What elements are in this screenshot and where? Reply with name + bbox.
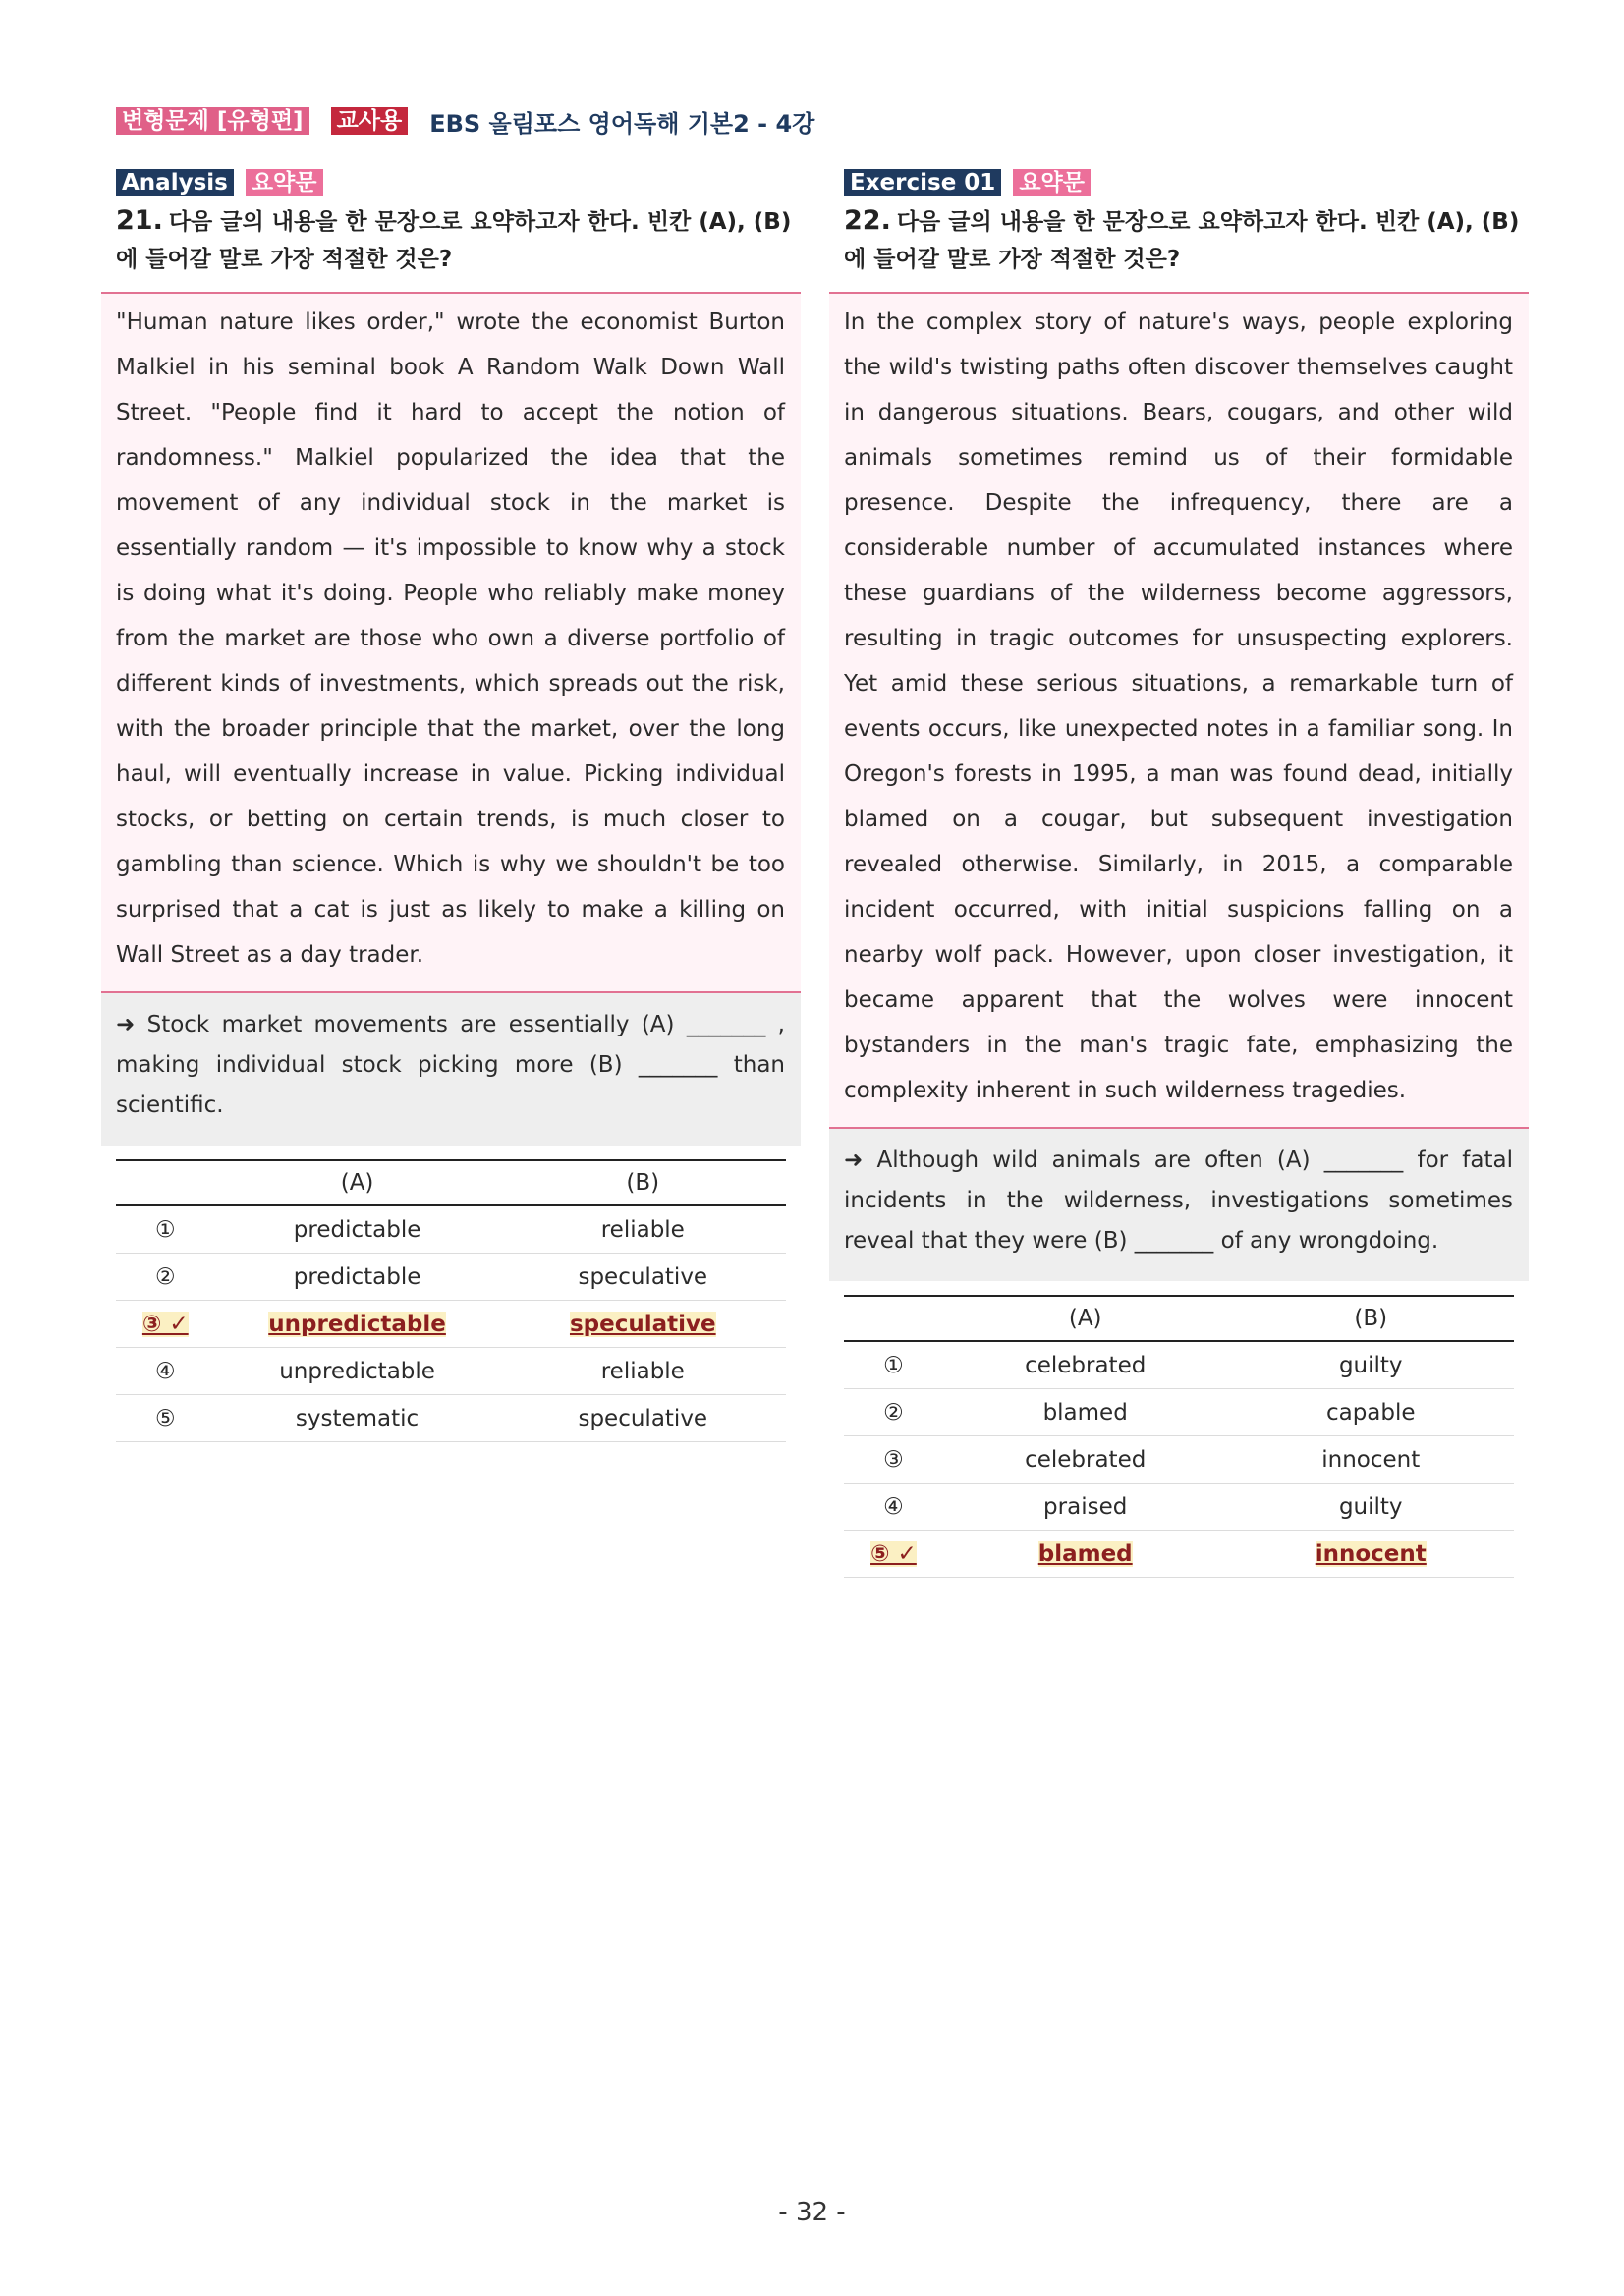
answer-choices-table	[116, 1159, 786, 1442]
choice-b: speculative	[569, 1311, 716, 1337]
document-header	[116, 104, 814, 138]
choice-b: guilty	[1228, 1484, 1514, 1531]
choice-b: reliable	[500, 1205, 786, 1254]
choice-number: ③	[844, 1436, 943, 1484]
passage: "Human nature likes order," wrote the economist Burton Malkiel in his seminal book A Random Walk Down Wall Street. "People find it hard to accept the notion of randomness." Malkiel popularized the idea that the movement of any individual stock in the market is essentially random — it's impossible to know why a stock is doing what it's doing. People who reliably make money from the market are those who own a diverse portfolio of different kinds of investments, which spreads out the risk, with the broader principle that the market, over the long haul, will eventually increase in value. Picking individual stocks, or betting on certain trends, is much closer to gambling than science. Which is why we shouldn't be too surprised that a cat is just as likely to make a killing on Wall Street as a day trader.	[101, 292, 801, 993]
column-header-number	[116, 1160, 215, 1205]
variant-type-tag: 변형문제 [유형편]	[116, 107, 309, 135]
table-header-row	[844, 1296, 1514, 1341]
column-header-a: (A)	[943, 1296, 1228, 1341]
choice-a: unpredictable	[215, 1348, 500, 1395]
choice-b: speculative	[500, 1395, 786, 1442]
document-title: EBS 올림포스 영어독해 기본2 - 4강	[429, 109, 815, 138]
answer-choices-table	[844, 1295, 1514, 1578]
choice-a: systematic	[215, 1395, 500, 1442]
section-tags	[116, 169, 801, 196]
choice-number: ④	[116, 1348, 215, 1395]
choice-a: celebrated	[943, 1436, 1228, 1484]
summary-sentence: ➜ Stock market movements are essentially (A) _______ , making individual stock picking more (B) _______ than scientific.	[101, 993, 801, 1146]
question-text: 다음 글의 내용을 한 문장으로 요약하고자 한다. 빈칸 (A), (B)에 들어갈 말로 가장 적절한 것은?	[844, 209, 1520, 272]
page-number: - 32 -	[778, 2198, 846, 2227]
section-tag: Exercise 01	[844, 169, 1001, 196]
choice-row[interactable]	[116, 1205, 786, 1254]
correct-choice-row[interactable]	[844, 1531, 1514, 1578]
choice-number: ③ ✓	[141, 1311, 189, 1337]
choice-a: blamed	[1037, 1540, 1133, 1567]
choice-row[interactable]	[844, 1484, 1514, 1531]
question-number: 21.	[116, 205, 163, 236]
choice-b: innocent	[1228, 1436, 1514, 1484]
choice-row[interactable]	[116, 1395, 786, 1442]
choice-b: reliable	[500, 1348, 786, 1395]
choice-a: predictable	[215, 1205, 500, 1254]
column-header-number	[844, 1296, 943, 1341]
choice-number: ①	[116, 1205, 215, 1254]
type-tag: 요약문	[1013, 169, 1091, 196]
choice-number: ②	[116, 1254, 215, 1301]
choice-number: ⑤	[116, 1395, 215, 1442]
choice-b: innocent	[1315, 1540, 1427, 1567]
choice-b: guilty	[1228, 1341, 1514, 1389]
correct-choice-row[interactable]	[116, 1301, 786, 1348]
choice-a: blamed	[943, 1389, 1228, 1436]
choice-row[interactable]	[116, 1348, 786, 1395]
question-text: 다음 글의 내용을 한 문장으로 요약하고자 한다. 빈칸 (A), (B)에 들어갈 말로 가장 적절한 것은?	[116, 209, 792, 272]
choice-row[interactable]	[844, 1389, 1514, 1436]
section-tag: Analysis	[116, 169, 234, 196]
column-header-a: (A)	[215, 1160, 500, 1205]
summary-sentence: ➜ Although wild animals are often (A) _______ for fatal incidents in the wilderness, investigations sometimes reveal that they were (B) _______ of any wrongdoing.	[829, 1129, 1529, 1281]
choice-a: praised	[943, 1484, 1228, 1531]
question-heading	[844, 202, 1529, 278]
table-header-row	[116, 1160, 786, 1205]
question-number: 22.	[844, 205, 891, 236]
choice-a: celebrated	[943, 1341, 1228, 1389]
choice-number: ①	[844, 1341, 943, 1389]
choice-number: ②	[844, 1389, 943, 1436]
column-header-b: (B)	[1228, 1296, 1514, 1341]
choice-a: predictable	[215, 1254, 500, 1301]
teacher-tag: 교사용	[331, 107, 409, 135]
question-22	[829, 169, 1529, 1578]
choice-b: speculative	[500, 1254, 786, 1301]
section-tags	[844, 169, 1529, 196]
question-heading	[116, 202, 801, 278]
question-21	[101, 169, 801, 1442]
choice-number: ④	[844, 1484, 943, 1531]
type-tag: 요약문	[246, 169, 323, 196]
column-header-b: (B)	[500, 1160, 786, 1205]
choice-row[interactable]	[116, 1254, 786, 1301]
choice-row[interactable]	[844, 1341, 1514, 1389]
choice-a: unpredictable	[268, 1311, 446, 1337]
choice-number: ⑤ ✓	[870, 1540, 917, 1567]
passage: In the complex story of nature's ways, people exploring the wild's twisting paths often discover themselves caught in dangerous situations. Bears, cougars, and other wild animals sometimes remind us of their formidable presence. Despite the infrequency, there are a considerable number of accumulated instances where these guardians of the wilderness become aggressors, resulting in tragic outcomes for unsuspecting explorers. Yet amid these serious situations, a remarkable turn of events occurs, like unexpected notes in a familiar song. In Oregon's forests in 1995, a man was found dead, initially blamed on a cougar, but subsequent investigation revealed otherwise. Similarly, in 2015, a comparable incident occurred, with initial suspicions falling on a nearby wolf pack. However, upon closer investigation, it became apparent that the wolves were innocent bystanders in the man's tragic fate, emphasizing the complexity inherent in such wilderness tragedies.	[829, 292, 1529, 1129]
choice-b: capable	[1228, 1389, 1514, 1436]
choice-row[interactable]	[844, 1436, 1514, 1484]
